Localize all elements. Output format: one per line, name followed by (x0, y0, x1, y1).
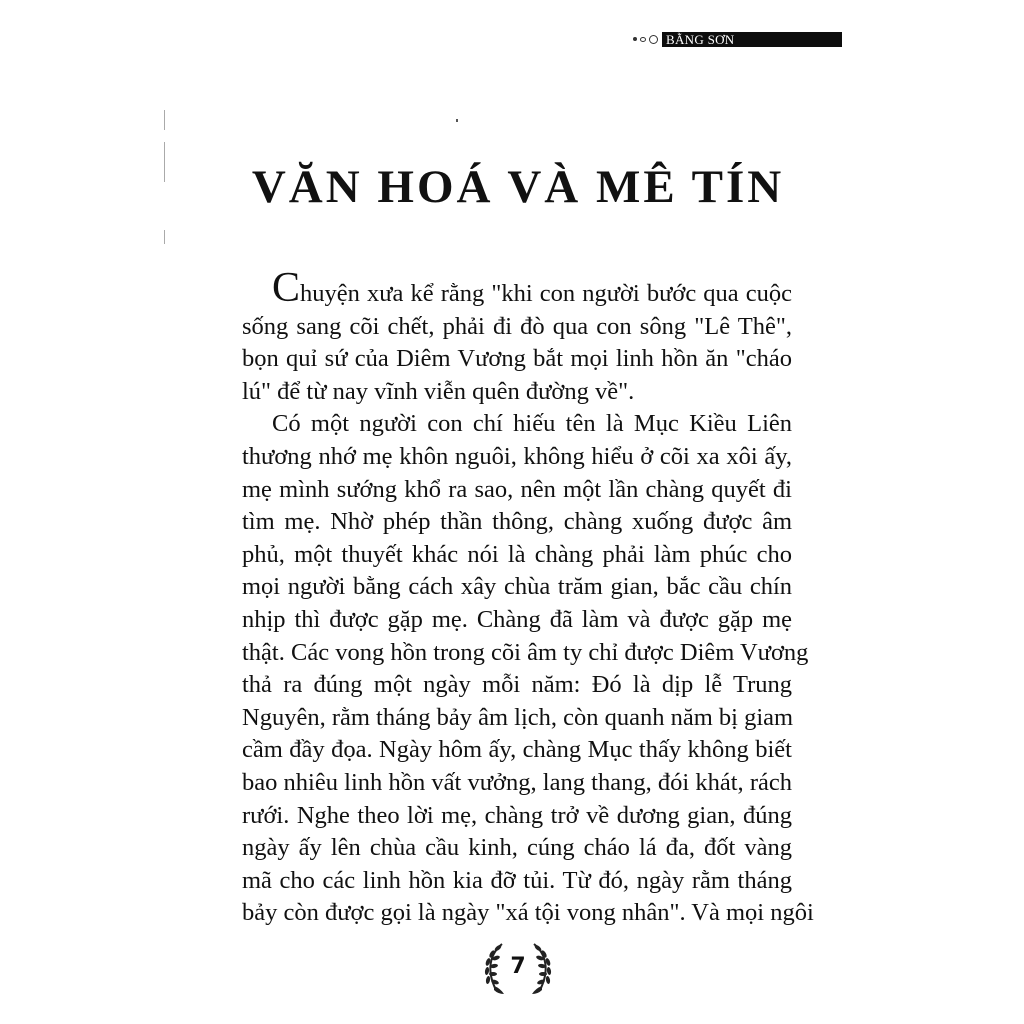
text-line: Có một người con chí hiếu tên là Mục Kiều Liên (272, 410, 792, 438)
text-line: thả ra đúng một ngày mỗi năm: Đó là dịp lễ Trung (242, 671, 792, 699)
dots-ornament-icon (633, 35, 658, 44)
text-line: rưới. Nghe theo lời mẹ, chàng trở về dương gian, đúng (242, 801, 792, 829)
text-line: nhịp thì được gặp mẹ. Chàng đã làm và được gặp mẹ (242, 605, 792, 633)
drop-cap: C (272, 265, 301, 311)
text-line: bảy còn được gọi là ngày "xá tội vong nhân". Và mọi ngôi (242, 899, 814, 927)
text-line: ngày ấy lên chùa cầu kinh, cúng cháo lá đa, đốt vàng (242, 834, 792, 862)
running-title: BẰNG SƠN (662, 32, 842, 47)
text-line: tìm mẹ. Nhờ phép thần thông, chàng xuống được âm (242, 508, 792, 536)
text-line: Chuyện xưa kể rằng "khi con người bước qua cuộc (272, 265, 792, 311)
text-line: sống sang cõi chết, phải đi đò qua con sông "Lê Thê", (242, 312, 792, 340)
text-line: Nguyên, rằm tháng bảy âm lịch, còn quanh năm bị giam (242, 703, 794, 731)
text-line: thật. Các vong hồn trong cõi âm ty chỉ được Diêm Vương (242, 638, 809, 666)
text-line: cầm đầy đọa. Ngày hôm ấy, chàng Mục thấy không biết (242, 736, 792, 764)
body-text (242, 265, 814, 930)
text-line: lú" để từ nay vĩnh viễn quên đường về". (242, 377, 635, 405)
text-line: mọi người bằng cách xây chùa trăm gian, bắc cầu chín (242, 573, 792, 601)
scan-margin-marks (164, 100, 166, 360)
page-footer (482, 940, 554, 998)
text-line: mã cho các linh hồn kia đỡ tủi. Từ đó, ngày rằm tháng (242, 866, 792, 894)
laurel-wreath-icon (530, 940, 554, 996)
text-line: bọn quỉ sứ của Diêm Vương bắt mọi linh hồn ăn "cháo (242, 345, 792, 373)
text-line: phủ, một thuyết khác nói là chàng phải làm phúc cho (242, 540, 792, 568)
text-line: mẹ mình sướng khổ ra sao, nên một lần chàng quyết đi (242, 475, 792, 503)
running-header (633, 31, 842, 47)
scan-speck (456, 119, 458, 122)
text-line: bao nhiêu linh hồn vất vưởng, lang thang, đói khát, rách (242, 768, 792, 796)
page-number: 7 (510, 954, 526, 979)
chapter-title: VĂN HOÁ VÀ MÊ TÍN (251, 161, 785, 213)
text-line: thương nhớ mẹ khôn nguôi, không hiểu ở cõi xa xôi ấy, (242, 442, 792, 470)
